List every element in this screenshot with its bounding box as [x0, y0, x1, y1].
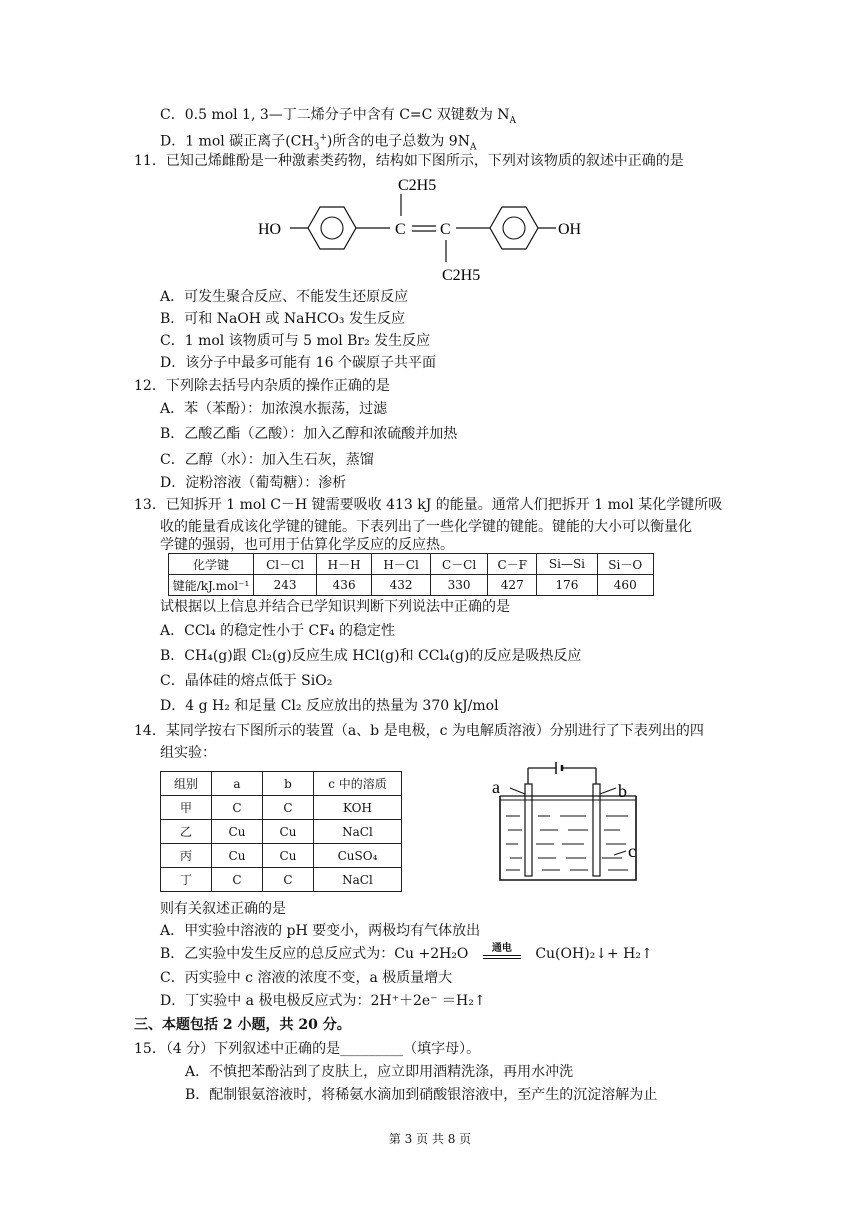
table-row: 乙 Cu Cu NaCl [161, 820, 402, 844]
q10-option-c: C．0.5 mol 1, 3—丁二烯分子中含有 C=C 双键数为 $N_A$ [160, 107, 517, 126]
experiment-table [160, 771, 402, 892]
table-row: 组别 a b c 中的溶质 [161, 772, 402, 796]
q11-option-a: A．可发生聚合反应、不能发生还原反应 [160, 289, 409, 305]
q15-option-b: B．配制银氨溶液时，将稀氨水滴加到硝酸银溶液中，至产生的沉淀溶解为止 [185, 1087, 658, 1103]
q10-option-d: D．1 mol 碳正离子$(CH_3^+)$所含的电子总数为 $9N_A$ [160, 133, 477, 153]
page-footer: 第 3 页 共 8 页 [388, 1132, 472, 1146]
oh-label: OH [558, 221, 582, 238]
table-row: 甲 C C KOH [161, 796, 402, 820]
carbon-1-label: C [395, 221, 406, 238]
q11-option-d: D．该分子中最多可能有 16 个碳原子共平面 [160, 355, 436, 371]
table-row: 丁 C C NaCl [161, 868, 402, 892]
q11-option-c: C．1 mol 该物质可与 5 mol Br₂ 发生反应 [160, 333, 431, 349]
ho-label: HO [258, 221, 282, 238]
table-row: 键能/kJ.mol⁻¹ 243 436 432 330 427 176 460 [169, 575, 654, 596]
q13-option-c: C．晶体硅的熔点低于 SiO₂ [160, 673, 333, 689]
table-row: 化学键 Cl－Cl H－H H－Cl C－Cl C－F Si—Si Si－O [169, 554, 654, 575]
bond-energy-table [168, 553, 654, 596]
q12-option-b: B．乙酸乙酯（乙酸）：加入乙醇和浓硫酸并加热 [160, 426, 458, 442]
q14-option-a: A．甲实验中溶液的 pH 要变小，两极均有气体放出 [160, 923, 481, 939]
electrode-a-label: a [492, 777, 500, 797]
q11-option-b: B．可和 NaOH 或 NaHCO₃ 发生反应 [160, 311, 405, 327]
electrolysis-condition-arrow: 通电 [479, 945, 525, 963]
q13-stem-line3: 学键的强弱，也可用于估算化学反应的反应热。 [160, 537, 454, 553]
q13-prompt: 试根据以上信息并结合已学知识判断下列说法中正确的是 [160, 599, 510, 615]
q14-option-c: C．丙实验中 c 溶液的浓度不变，a 极质量增大 [160, 970, 453, 986]
q14-option-d: D．丁实验中 a 极电极反应式为：2H⁺＋2e⁻ ＝H₂↑ [160, 993, 486, 1009]
solution-c-label: c [628, 841, 636, 861]
electrolysis-apparatus-diagram [488, 760, 658, 886]
ethyl-bottom-label: C2H5 [442, 267, 481, 284]
q13-stem-line1: 13．已知拆开 1 mol C－H 键需要吸收 413 kJ 的能量。通常人们把拆开 1 mol 某化学键所吸 [134, 497, 723, 513]
q14-stem-line1: 14．某同学按右下图所示的装置（a、b 是电极，c 为电解质溶液）分别进行了下表列出的四 [134, 723, 704, 739]
q12-option-a: A．苯（苯酚）：加浓溴水振荡，过滤 [160, 401, 388, 417]
q13-option-d: D．4 g H₂ 和足量 Cl₂ 反应放出的热量为 370 kJ/mol [160, 698, 499, 714]
q13-option-b: B．CH₄(g)跟 Cl₂(g)反应生成 HCl(g)和 CCl₄(g)的反应是吸热反应 [160, 648, 582, 664]
q15-option-a: A．不慎把苯酚沾到了皮肤上，应立即用酒精洗涤，再用水冲洗 [185, 1064, 574, 1080]
q14-option-b: B．乙实验中发生反应的总反应式为：Cu +2H₂O 通电 Cu(OH)₂↓+ H₂↑ [160, 943, 653, 962]
q13-option-a: A．CCl₄ 的稳定性小于 CF₄ 的稳定性 [160, 623, 396, 639]
electrode-b-label: b [618, 781, 627, 801]
carbon-2-label: C [440, 221, 451, 238]
q14-prompt: 则有关叙述正确的是 [160, 901, 286, 917]
q13-stem-line2: 收的能量看成该化学键的键能。下表列出了一些化学键的键能。键能的大小可以衡量化 [160, 519, 692, 535]
table-row: 丙 Cu Cu CuSO₄ [161, 844, 402, 868]
ethyl-top-label: C2H5 [398, 177, 437, 194]
diethylstilbestrol-structure [250, 172, 610, 284]
q14-stem-line2: 组实验： [160, 745, 216, 761]
section-3-heading: 三、本题包括 2 小题，共 20 分。 [134, 1017, 351, 1033]
q11-stem: 11．已知己烯雌酚是一种激素类药物，结构如下图所示，下列对该物质的叙述中正确的是 [134, 153, 684, 169]
q12-stem: 12．下列除去括号内杂质的操作正确的是 [134, 378, 390, 394]
q12-option-c: C．乙醇（水）：加入生石灰，蒸馏 [160, 452, 374, 468]
q12-option-d: D．淀粉溶液（葡萄糖）：渗析 [160, 475, 347, 491]
q15-stem: 15．（4 分）下列叙述中正确的是_________（填字母）。 [134, 1041, 481, 1057]
